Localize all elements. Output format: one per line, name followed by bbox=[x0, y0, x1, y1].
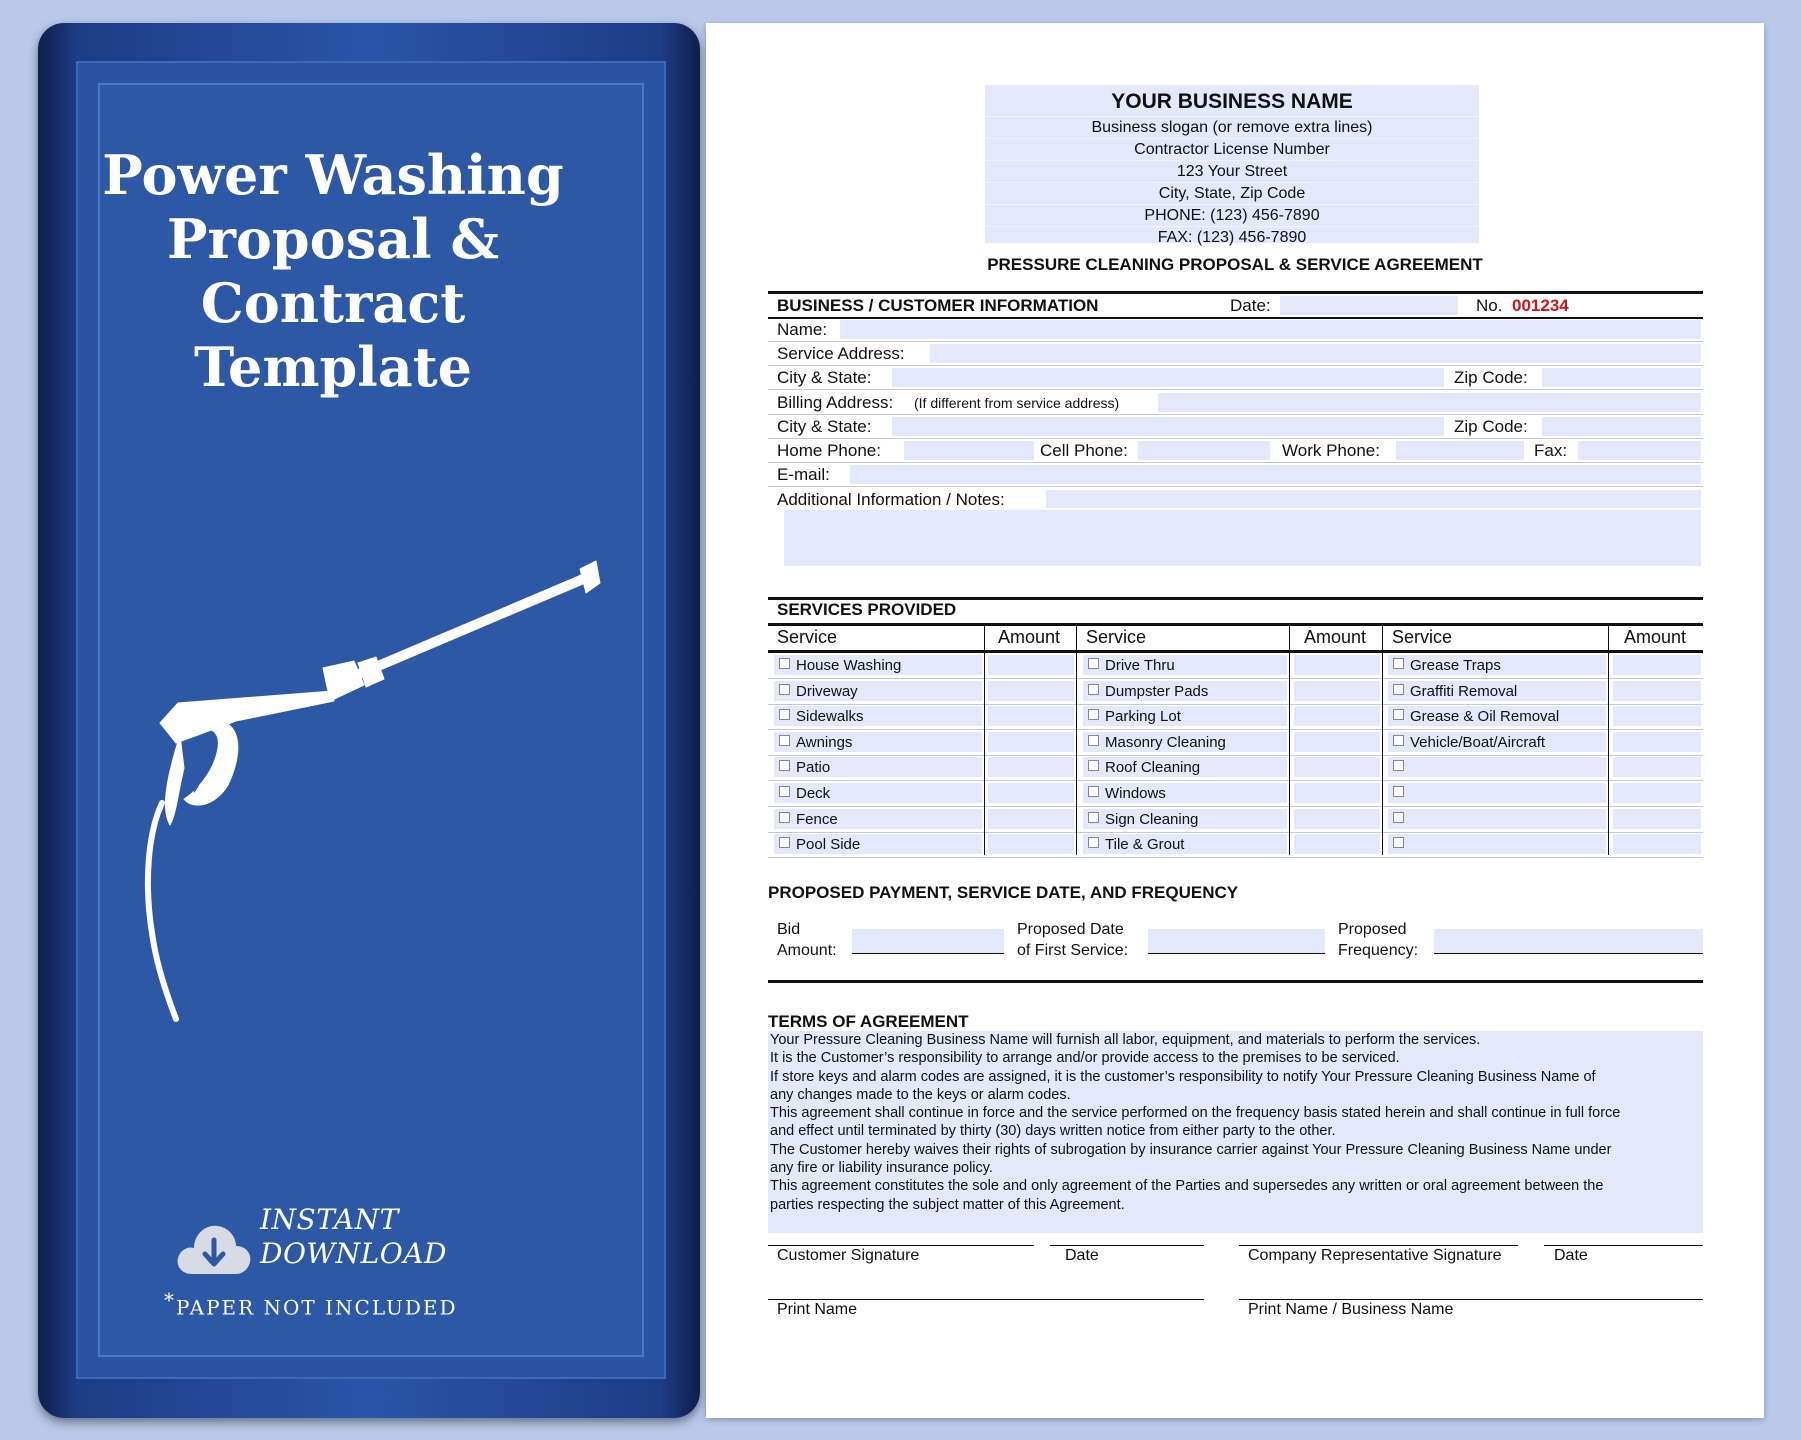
service-label: Pool Side bbox=[796, 836, 861, 854]
billing-city-state-field[interactable] bbox=[892, 417, 1444, 436]
bid-label-line: Bid bbox=[777, 921, 801, 938]
billing-zip-label: Zip Code: bbox=[1454, 417, 1528, 436]
service-label: Driveway bbox=[796, 682, 858, 700]
terms-line: The Customer hereby waives their rights of subrogation by insurance carrier against Your Pressure Cleaning Business Name under bbox=[770, 1141, 1612, 1158]
service-cell bbox=[1388, 834, 1606, 854]
customer-section-heading: BUSINESS / CUSTOMER INFORMATION bbox=[777, 296, 1099, 315]
email-label: E-mail: bbox=[777, 465, 830, 484]
billing-city-state-label: City & State: bbox=[777, 417, 872, 436]
service-label: Parking Lot bbox=[1105, 708, 1181, 726]
billing-address-field[interactable] bbox=[1158, 393, 1701, 412]
work-phone-label: Work Phone: bbox=[1282, 441, 1380, 460]
email-field[interactable] bbox=[850, 465, 1701, 484]
print-business-label: Print Name / Business Name bbox=[1248, 1301, 1454, 1318]
customer-signature-label: Customer Signature bbox=[777, 1247, 920, 1264]
business-license: Contractor License Number bbox=[985, 138, 1479, 160]
business-city: City, State, Zip Code bbox=[985, 182, 1479, 204]
billing-address-label: Billing Address: bbox=[777, 393, 894, 412]
service-row bbox=[768, 832, 1703, 858]
billing-address-row bbox=[768, 391, 1703, 415]
service-checkbox[interactable] bbox=[1393, 709, 1404, 720]
service-checkbox[interactable] bbox=[779, 760, 790, 771]
home-phone-field[interactable] bbox=[904, 441, 1034, 460]
amount-field[interactable] bbox=[988, 809, 1074, 829]
cell-phone-label: Cell Phone: bbox=[1040, 441, 1128, 460]
service-label: Grease & Oil Removal bbox=[1410, 708, 1560, 726]
service-label: Roof Cleaning bbox=[1105, 759, 1201, 777]
notes-row bbox=[768, 488, 1703, 570]
city-state-label: City & State: bbox=[777, 368, 872, 387]
terms-line: parties respecting the subject matter of this Agreement. bbox=[770, 1196, 1125, 1213]
business-name: YOUR BUSINESS NAME bbox=[1111, 90, 1353, 113]
service-checkbox[interactable] bbox=[1393, 735, 1404, 746]
date-label: Date: bbox=[1230, 296, 1271, 315]
service-row bbox=[768, 730, 1703, 756]
service-checkbox[interactable] bbox=[1393, 837, 1404, 848]
print-name-line[interactable] bbox=[768, 1299, 1204, 1300]
service-checkbox[interactable] bbox=[1088, 684, 1099, 695]
service-label: Sign Cleaning bbox=[1105, 810, 1199, 828]
bid-label-line: Amount: bbox=[777, 942, 837, 959]
col-divider bbox=[1382, 623, 1383, 855]
document-title: PRESSURE CLEANING PROPOSAL & SERVICE AGREEMENT bbox=[987, 255, 1483, 274]
frequency-label-line: Frequency: bbox=[1338, 942, 1419, 959]
date-label-2: Date bbox=[1554, 1247, 1588, 1264]
service-address-field[interactable] bbox=[930, 344, 1701, 363]
business-phone: PHONE: (123) 456-7890 bbox=[985, 204, 1479, 226]
business-street: 123 Your Street bbox=[985, 160, 1479, 182]
services-top-rule bbox=[768, 597, 1703, 600]
date-label-1: Date bbox=[1065, 1247, 1099, 1264]
col-divider bbox=[1076, 623, 1077, 855]
amount-field[interactable] bbox=[1294, 783, 1380, 803]
service-row bbox=[768, 781, 1703, 807]
amount-field[interactable] bbox=[988, 757, 1074, 777]
notes-label: Additional Information / Notes: bbox=[777, 490, 1005, 509]
amount-field[interactable] bbox=[988, 655, 1074, 675]
service-label: Masonry Cleaning bbox=[1105, 733, 1226, 751]
amount-field[interactable] bbox=[1294, 681, 1380, 701]
service-checkbox[interactable] bbox=[1393, 812, 1404, 823]
amount-field[interactable] bbox=[1613, 655, 1701, 675]
amount-field[interactable] bbox=[988, 732, 1074, 752]
frequency-label-line: Proposed bbox=[1338, 921, 1407, 938]
col-service-3: Service bbox=[1392, 627, 1453, 647]
service-label: Fence bbox=[796, 810, 838, 828]
service-checkbox[interactable] bbox=[1393, 684, 1404, 695]
date-field[interactable] bbox=[1280, 296, 1458, 315]
amount-field[interactable] bbox=[1294, 809, 1380, 829]
amount-field[interactable] bbox=[988, 706, 1074, 726]
amount-field[interactable] bbox=[1613, 681, 1701, 701]
cover-title bbox=[38, 143, 628, 399]
services-table-header bbox=[768, 623, 1703, 653]
first-service-label bbox=[1017, 919, 1128, 961]
service-address-label: Service Address: bbox=[777, 344, 905, 363]
service-checkbox[interactable] bbox=[779, 786, 790, 797]
service-checkbox[interactable] bbox=[779, 684, 790, 695]
billing-zip-field[interactable] bbox=[1542, 417, 1701, 436]
amount-field[interactable] bbox=[1613, 834, 1701, 854]
download-line: INSTANT bbox=[260, 1203, 399, 1236]
col-amount-1: Amount bbox=[998, 627, 1061, 647]
frequency-field[interactable] bbox=[1434, 929, 1703, 954]
service-label: Graffiti Removal bbox=[1410, 682, 1518, 700]
paper-note bbox=[164, 1288, 458, 1320]
terms-heading: TERMS OF AGREEMENT bbox=[768, 1012, 969, 1031]
amount-field[interactable] bbox=[1294, 706, 1380, 726]
service-label: Deck bbox=[796, 785, 831, 802]
name-row bbox=[768, 318, 1703, 342]
customer-signature-line[interactable] bbox=[768, 1245, 1034, 1246]
notes-field[interactable] bbox=[784, 510, 1701, 566]
pressure-washer-gun-icon bbox=[118, 553, 618, 1033]
service-label: Grease Traps bbox=[1410, 657, 1501, 674]
company-signature-line[interactable] bbox=[1239, 1245, 1518, 1246]
terms-line: This agreement constitutes the sole and only agreement of the Parties and supersedes any written or oral agreement between the bbox=[770, 1178, 1604, 1195]
print-name-label: Print Name bbox=[777, 1301, 858, 1318]
terms-line: If store keys and alarm codes are assigned, it is the customer’s responsibility to notify Your Pressure Cleaning Business Name of bbox=[770, 1068, 1596, 1085]
cover-title-line: Template bbox=[193, 335, 473, 399]
business-slogan: Business slogan (or remove extra lines) bbox=[985, 116, 1479, 138]
service-checkbox[interactable] bbox=[1088, 658, 1099, 669]
service-checkbox[interactable] bbox=[1088, 837, 1099, 848]
payment-bottom-rule bbox=[768, 980, 1703, 983]
cloud-download-icon bbox=[174, 1218, 254, 1278]
cover-title-line: Power Washing bbox=[102, 143, 564, 207]
billing-address-note: (If different from service address) bbox=[914, 395, 1120, 411]
service-label: House Washing bbox=[796, 657, 902, 674]
cover-title-line: Proposal & Contract bbox=[166, 207, 500, 335]
service-checkbox[interactable] bbox=[1088, 786, 1099, 797]
service-city-row bbox=[768, 366, 1703, 390]
name-label: Name: bbox=[777, 320, 828, 339]
col-amount-3: Amount bbox=[1624, 627, 1687, 647]
zip-label: Zip Code: bbox=[1454, 368, 1528, 387]
amount-field[interactable] bbox=[1613, 783, 1701, 803]
amount-field[interactable] bbox=[1613, 809, 1701, 829]
phone-row bbox=[768, 439, 1703, 463]
service-label: Vehicle/Boat/Aircraft bbox=[1410, 733, 1546, 751]
col-service-2: Service bbox=[1086, 627, 1147, 647]
instant-download-text bbox=[260, 1203, 447, 1271]
service-row bbox=[768, 704, 1703, 730]
first-service-label-line: of First Service: bbox=[1017, 942, 1129, 959]
print-business-line[interactable] bbox=[1239, 1299, 1703, 1300]
amount-field[interactable] bbox=[1294, 757, 1380, 777]
amount-field[interactable] bbox=[1294, 732, 1380, 752]
service-checkbox[interactable] bbox=[1088, 709, 1099, 720]
frequency-label bbox=[1338, 919, 1418, 961]
paper-note-mark: * bbox=[164, 1288, 176, 1312]
service-checkbox[interactable] bbox=[1088, 760, 1099, 771]
service-label: Dumpster Pads bbox=[1105, 682, 1209, 700]
payment-heading: PROPOSED PAYMENT, SERVICE DATE, AND FREQUENCY bbox=[768, 883, 1239, 902]
amount-field[interactable] bbox=[1613, 757, 1701, 777]
amount-field[interactable] bbox=[1613, 706, 1701, 726]
first-service-label-line: Proposed Date bbox=[1017, 921, 1124, 938]
first-service-date-field[interactable] bbox=[1148, 929, 1325, 954]
date2-signature-line[interactable] bbox=[1544, 1245, 1703, 1246]
business-header[interactable] bbox=[985, 85, 1479, 246]
paper-note-text: PAPER NOT INCLUDED bbox=[176, 1295, 458, 1320]
fax-field[interactable] bbox=[1578, 441, 1701, 460]
terms-line: This agreement shall continue in force and the service performed on the frequency basis stated herein and shall continue in full force bbox=[770, 1105, 1621, 1122]
service-checkbox[interactable] bbox=[1393, 786, 1404, 797]
cover-panel bbox=[38, 23, 700, 1418]
col-divider bbox=[1608, 623, 1609, 855]
amount-field[interactable] bbox=[1294, 655, 1380, 675]
billing-city-row bbox=[768, 415, 1703, 439]
download-line: DOWNLOAD bbox=[260, 1237, 447, 1270]
service-row bbox=[768, 807, 1703, 833]
service-label: Windows bbox=[1105, 785, 1166, 802]
terms-line: Your Pressure Cleaning Business Name will furnish all labor, equipment, and materials to perform the services. bbox=[770, 1032, 1481, 1048]
col-divider bbox=[1289, 623, 1290, 855]
bid-amount-field[interactable] bbox=[852, 929, 1004, 954]
service-label: Tile & Grout bbox=[1105, 836, 1185, 854]
proposal-number: 001234 bbox=[1512, 296, 1569, 315]
service-label: Awnings bbox=[796, 733, 853, 751]
amount-field[interactable] bbox=[988, 681, 1074, 701]
service-row bbox=[768, 755, 1703, 781]
amount-field[interactable] bbox=[1613, 732, 1701, 752]
service-checkbox[interactable] bbox=[779, 812, 790, 823]
service-cell bbox=[1388, 757, 1606, 777]
terms-line: It is the Customer’s responsibility to arrange and/or provide access to the premises to be serviced. bbox=[770, 1050, 1400, 1067]
service-row bbox=[768, 679, 1703, 705]
bid-amount-label bbox=[777, 919, 837, 961]
service-checkbox[interactable] bbox=[1393, 658, 1404, 669]
service-cell bbox=[1388, 809, 1606, 829]
amount-field[interactable] bbox=[988, 834, 1074, 854]
terms-line: any changes made to the keys or alarm codes. bbox=[770, 1086, 1071, 1103]
col-divider bbox=[984, 623, 985, 855]
service-label: Patio bbox=[796, 759, 831, 777]
customer-heading-row bbox=[768, 294, 1703, 319]
business-fax: FAX: (123) 456-7890 bbox=[985, 226, 1479, 248]
company-signature-label: Company Representative Signature bbox=[1248, 1247, 1502, 1264]
service-row bbox=[768, 653, 1703, 679]
terms-text-box[interactable] bbox=[768, 1031, 1703, 1233]
amount-field[interactable] bbox=[988, 783, 1074, 803]
col-service-1: Service bbox=[777, 627, 838, 647]
service-checkbox[interactable] bbox=[779, 658, 790, 669]
cell-phone-field[interactable] bbox=[1138, 441, 1270, 460]
service-label: Sidewalks bbox=[796, 708, 864, 726]
notes-field-top[interactable] bbox=[1046, 490, 1701, 508]
name-field[interactable] bbox=[840, 320, 1701, 339]
service-address-row bbox=[768, 342, 1703, 366]
service-checkbox[interactable] bbox=[1088, 735, 1099, 746]
terms-line: and effect until terminated by thirty (30) days written notice from either party to the other. bbox=[770, 1123, 1336, 1140]
fax-label: Fax: bbox=[1534, 441, 1568, 460]
email-row bbox=[768, 463, 1703, 487]
zip-field[interactable] bbox=[1542, 368, 1701, 387]
home-phone-label: Home Phone: bbox=[777, 441, 881, 460]
services-heading: SERVICES PROVIDED bbox=[777, 600, 957, 619]
service-checkbox[interactable] bbox=[779, 709, 790, 720]
number-label: No. bbox=[1476, 296, 1503, 315]
service-checkbox[interactable] bbox=[1393, 760, 1404, 771]
service-checkbox[interactable] bbox=[779, 735, 790, 746]
city-state-field[interactable] bbox=[892, 368, 1444, 387]
service-checkbox[interactable] bbox=[779, 837, 790, 848]
date-signature-line[interactable] bbox=[1050, 1245, 1204, 1246]
service-checkbox[interactable] bbox=[1088, 812, 1099, 823]
terms-line: any fire or liability insurance policy. bbox=[770, 1160, 993, 1177]
work-phone-field[interactable] bbox=[1396, 441, 1524, 460]
customer-info-section bbox=[768, 291, 1703, 599]
service-label: Drive Thru bbox=[1105, 657, 1175, 674]
amount-field[interactable] bbox=[1294, 834, 1380, 854]
service-cell bbox=[1388, 783, 1606, 803]
col-amount-2: Amount bbox=[1304, 627, 1367, 647]
contract-document bbox=[706, 23, 1764, 1418]
